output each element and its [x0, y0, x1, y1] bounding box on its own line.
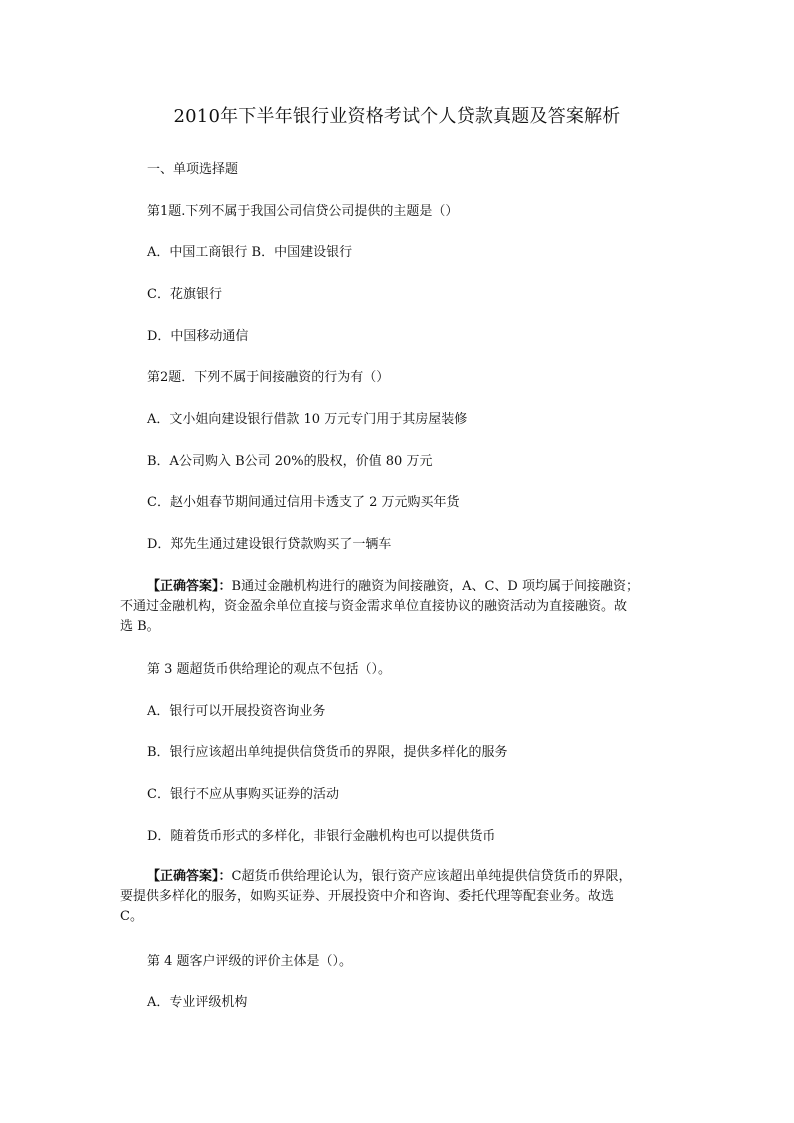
question-1-option-ab: A．中国工商银行 B．中国建设银行 — [147, 245, 353, 260]
question-3-option-c: C．银行不应从事购买证券的活动 — [147, 787, 339, 802]
section-heading: 一、单项选择题 — [147, 162, 239, 177]
question-2-answer — [120, 577, 672, 637]
question-3-answer-line-2: 要提供多样化的服务，如购买证券、开展投资中介和咨询、委托代理等配套业务。故选 — [120, 889, 615, 904]
question-1-stem: 第1题.下列不属于我国公司信贷公司提供的主题是（） — [147, 204, 459, 219]
question-2-option-a: A．文小姐向建设银行借款 10 万元专门用于其房屋装修 — [147, 412, 468, 427]
question-2-option-c: C．赵小姐春节期间通过信用卡透支了 2 万元购买年货 — [147, 495, 460, 510]
question-3-answer-line-1 — [120, 867, 672, 887]
question-1-option-d: D．中国移动通信 — [147, 329, 249, 344]
question-2-stem: 第2题．下列不属于间接融资的行为有（） — [147, 370, 390, 385]
question-3-answer-line-3: C。 — [120, 909, 143, 924]
question-3-answer — [120, 867, 672, 927]
question-3-stem: 第 3 题超货币供给理论的观点不包括（）。 — [147, 662, 392, 677]
answer-label: 【正确答案】： — [147, 579, 232, 594]
answer-text: B通过金融机构进行的融资为间接融资，A、C、D 项均属于间接融资； — [231, 579, 639, 594]
question-2-answer-line-1 — [120, 577, 672, 597]
answer-text: C超货币供给理论认为，银行资产应该超出单纯提供信贷货币的界限， — [231, 869, 632, 884]
question-3-option-d: D．随着货币形式的多样化，非银行金融机构也可以提供货币 — [147, 829, 496, 844]
document-title: 2010年下半年银行业资格考试个人贷款真题及答案解析 — [173, 106, 621, 127]
question-2-answer-line-3: 选 B。 — [120, 619, 160, 634]
question-4-stem: 第 4 题客户评级的评价主体是（）。 — [147, 954, 353, 969]
answer-label: 【正确答案】： — [147, 869, 232, 884]
question-2-answer-line-2: 不通过金融机构，资金盈余单位直接与资金需求单位直接协议的融资活动为直接融资。故 — [120, 599, 628, 614]
question-2-option-d: D．郑先生通过建设银行贷款购买了一辆车 — [147, 537, 392, 552]
question-3-option-a: A．银行可以开展投资咨询业务 — [147, 704, 326, 719]
question-2-option-b: B．A公司购入 B公司 20%的股权，价值 80 万元 — [147, 454, 433, 469]
question-1-option-c: C．花旗银行 — [147, 287, 222, 302]
question-4-option-a: A．专业评级机构 — [147, 995, 248, 1010]
question-3-option-b: B．银行应该超出单纯提供信贷货币的界限，提供多样化的服务 — [147, 745, 508, 760]
